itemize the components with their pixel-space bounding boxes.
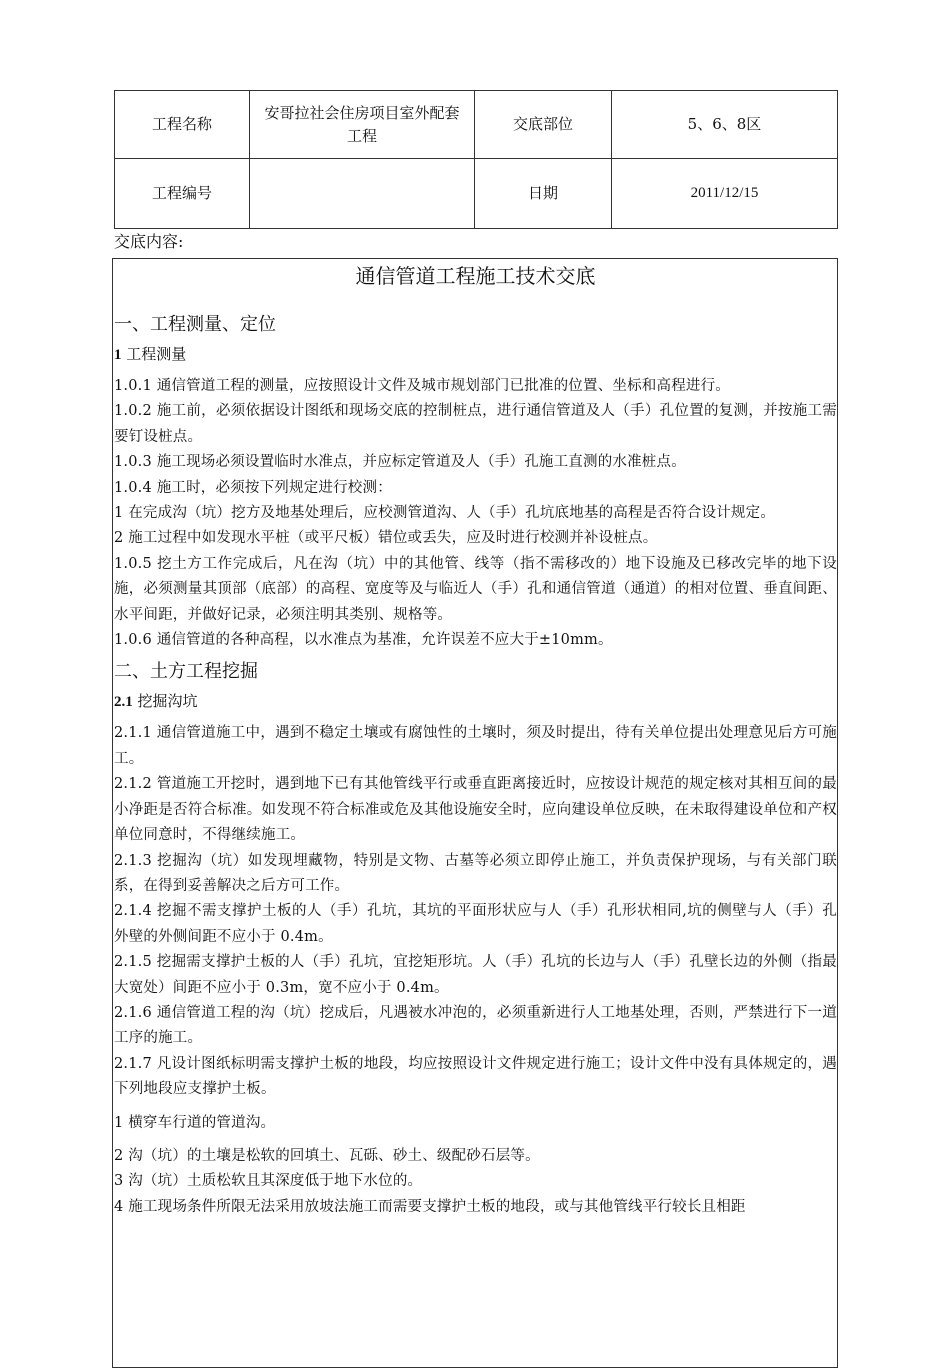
briefing-content-label: 交底内容: (114, 232, 184, 251)
subtitle-text: 挖掘沟坑 (137, 692, 198, 711)
paragraph: 1.0.4 施工时，必须按下列规定进行校测： (114, 479, 392, 496)
project-name-value: 安哥拉社会住房项目室外配套工程 (250, 91, 475, 159)
paragraph: 2.1.7 凡设计图纸标明需支撑护土板的地段，均应按照设计文件规定进行施工；设计文件中没有具体规定的，遇下列地段应支撑护土板。 (114, 1055, 837, 1098)
section-1-subtitle (114, 343, 837, 366)
paragraph: 2.1.6 通信管道工程的沟（坑）挖成后，凡遇被水冲泡的，必须重新进行人工地基处理，否则，严禁进行下一道工序的施工。 (114, 1004, 837, 1047)
paragraph: 1.0.1 通信管道工程的测量，应按照设计文件及城市规划部门已批准的位置、坐标和高程进行。 (114, 378, 730, 394)
list-item: 4 施工现场条件所限无法采用放坡法施工而需要支撑护土板的地段，或与其他管线平行较长且相距 (114, 1198, 746, 1215)
header-info-table (114, 90, 838, 229)
header-row-project-name (115, 91, 838, 159)
project-name-label: 工程名称 (115, 91, 250, 159)
paragraph: 1.0.6 通信管道的各种高程，以水准点为基准，允许误差不应大于±10mm。 (114, 632, 613, 649)
paragraph: 1 在完成沟（坑）挖方及地基处理后，应校测管道沟、人（手）孔坑底地基的高程是否符合设计规定。 (114, 505, 776, 522)
paragraph: 2.1.5 挖掘需支撑护土板的人（手）孔坑，宜挖矩形坑。人（手）孔坑的长边与人（手）孔壁长边的外侧（指最大宽处）间距不应小于 0.3m，宽不应小于 0.4m。 (114, 954, 837, 996)
paragraph: 2.1.2 管道施工开挖时，遇到地下已有其他管线平行或垂直距离接近时，应按设计规范的规定核对其相互间的最小净距是否符合标准。如发现不符合标准或危及其他设施安全时，应向建设单位反映，在未取得建设单位和产权单位同意时，不得继续施工。 (114, 776, 837, 844)
date-value: 2011/12/15 (612, 159, 838, 229)
briefing-area-label: 交底部位 (475, 91, 612, 159)
paragraph: 2.1.1 通信管道施工中，遇到不稳定土壤或有腐蚀性的土壤时，须及时提出，待有关单位提出处理意见后方可施工。 (114, 725, 837, 767)
subtitle-text: 工程测量 (126, 345, 187, 363)
project-number-label: 工程编号 (115, 159, 250, 229)
list-item: 3 沟（坑）土质松软且其深度低于地下水位的。 (114, 1173, 423, 1190)
paragraph: 1.0.3 施工现场必须设置临时水准点，并应标定管道及人（手）孔施工直测的水准桩点。 (114, 454, 686, 471)
paragraph: 2 施工过程中如发现水平桩（或平尺板）错位或丢失，应及时进行校测并补设桩点。 (114, 530, 658, 547)
paragraph: 1.0.5 挖土方工作完成后，凡在沟（坑）中的其他管、线等（指不需移改的）地下设施及已移改完毕的地下设施，必须测量其顶部（底部）的高程、宽度等及与临近人（手）孔和通信管道（通道）的相对位置、垂直间距、水平间距，并做好记录，必须注明其类别、规格等。 (114, 555, 837, 623)
subtitle-number: 1 (114, 347, 122, 363)
list-item: 1 横穿车行道的管道沟。 (114, 1114, 276, 1131)
date-label: 日期 (475, 159, 612, 229)
section-1-title: 一、工程测量、定位 (114, 314, 276, 335)
briefing-area-value: 5、6、8区 (612, 91, 838, 159)
paragraph: 1.0.2 施工前，必须依据设计图纸和现场交底的控制桩点，进行通信管道及人（手）孔位置的复测，并按施工需要钉设桩点。 (114, 403, 837, 445)
briefing-content-box (112, 258, 838, 1368)
paragraph: 2.1.4 挖掘不需支撑护土板的人（手）孔坑，其坑的平面形状应与人（手）孔形状相同,坑的侧壁与人（手）孔外壁的外侧间距不应小于 0.4m。 (114, 903, 837, 945)
section-2-title: 二、土方工程挖掘 (114, 661, 258, 683)
document-title: 通信管道工程施工技术交底 (355, 264, 596, 288)
header-row-project-number (115, 159, 838, 229)
paragraph: 2.1.3 挖掘沟（坑）如发现埋藏物，特别是文物、古墓等必须立即停止施工，并负责保护现场，与有关部门联系，在得到妥善解决之后方可工作。 (114, 852, 837, 894)
project-number-value (250, 159, 475, 229)
subtitle-number: 2.1 (114, 694, 133, 711)
list-item: 2 沟（坑）的土壤是松软的回填土、瓦砾、砂土、级配砂石层等。 (114, 1147, 540, 1164)
section-2-subtitle (114, 690, 837, 713)
